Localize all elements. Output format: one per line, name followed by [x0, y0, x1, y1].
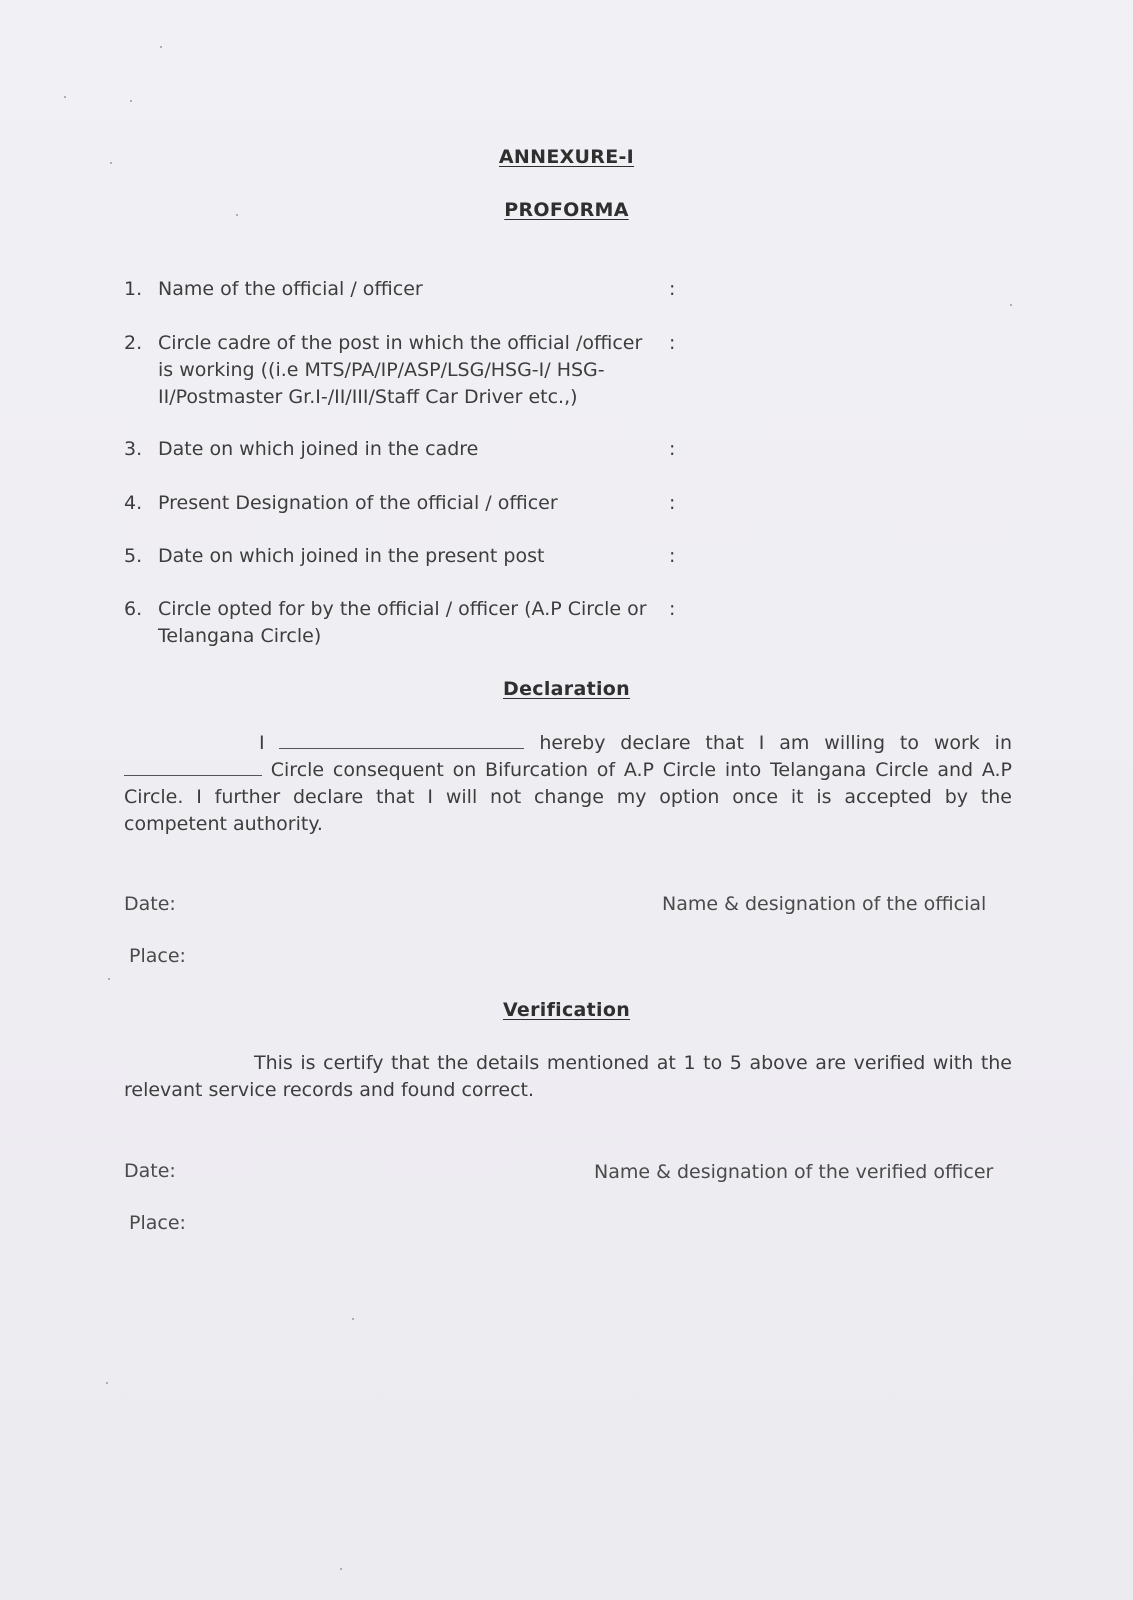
verification-line-1: This is certify that the details mentioned at 1 to 5 above are verified with the	[254, 1052, 1012, 1074]
item-label: Circle cadre of the post in which the official /officer is working ((i.e MTS/PA/IP/ASP/LSG/HSG-I/ HSG-II/Postmaster Gr.I-/II/III/Staff Car Driver etc.,)	[158, 332, 643, 408]
item-colon: :	[669, 332, 676, 354]
declaration-date-label: Date:	[124, 893, 176, 915]
scan-speck	[130, 100, 132, 102]
declaration-hereby: hereby declare that I am willing to work in	[539, 732, 1012, 754]
declaration-line-3: Circle. I further declare that I will not change my option once it is accepted by the	[124, 786, 1012, 808]
scan-speck	[352, 1318, 354, 1320]
verification-date-label: Date:	[124, 1160, 176, 1182]
item-colon: :	[669, 278, 676, 300]
declaration-circle-text: Circle consequent on Bifurcation of A.P Circle into Telangana Circle and A.P	[270, 759, 1012, 781]
scan-speck	[110, 162, 112, 164]
item-number: 5.	[124, 545, 143, 567]
declaration-line-4: competent authority.	[124, 813, 323, 835]
scan-speck	[160, 46, 162, 48]
item-colon: :	[669, 492, 676, 514]
item-label: Date on which joined in the cadre	[158, 438, 479, 460]
item-label: Date on which joined in the present post	[158, 545, 545, 567]
scan-speck	[108, 978, 110, 980]
item-number: 6.	[124, 598, 143, 620]
item-colon: :	[669, 598, 676, 620]
verification-signature-label: Name & designation of the verified officer	[594, 1161, 994, 1183]
item-number: 2.	[124, 332, 143, 354]
verification-line-2: relevant service records and found correct.	[124, 1079, 535, 1101]
scan-speck	[236, 214, 238, 216]
scan-speck	[340, 1568, 342, 1570]
item-label: Present Designation of the official / officer	[158, 492, 558, 514]
scan-speck	[64, 96, 66, 98]
item-number: 4.	[124, 492, 143, 514]
declaration-line-2	[124, 757, 1012, 784]
proforma-title: PROFORMA	[504, 199, 629, 221]
item-colon: :	[669, 545, 676, 567]
verification-place-label: Place:	[129, 1212, 186, 1234]
verification-paragraph	[124, 1050, 1012, 1104]
declaration-pronoun: I	[259, 732, 265, 754]
declaration-signature-label: Name & designation of the official	[662, 893, 987, 915]
declaration-heading: Declaration	[503, 678, 630, 700]
item-number: 3.	[124, 438, 143, 460]
annexure-title: ANNEXURE-I	[498, 146, 635, 168]
name-blank	[279, 732, 524, 749]
declaration-paragraph	[124, 730, 1012, 838]
item-label: Name of the official / officer	[158, 278, 423, 300]
item-colon: :	[669, 438, 676, 460]
declaration-line-1	[124, 730, 1012, 757]
item-label: Circle opted for by the official / officer (A.P Circle or Telangana Circle)	[158, 598, 647, 647]
declaration-place-label: Place:	[129, 945, 186, 967]
scan-speck	[1010, 304, 1012, 306]
circle-blank	[124, 759, 262, 776]
item-number: 1.	[124, 278, 143, 300]
scan-speck	[106, 1382, 108, 1384]
verification-heading: Verification	[502, 999, 631, 1021]
